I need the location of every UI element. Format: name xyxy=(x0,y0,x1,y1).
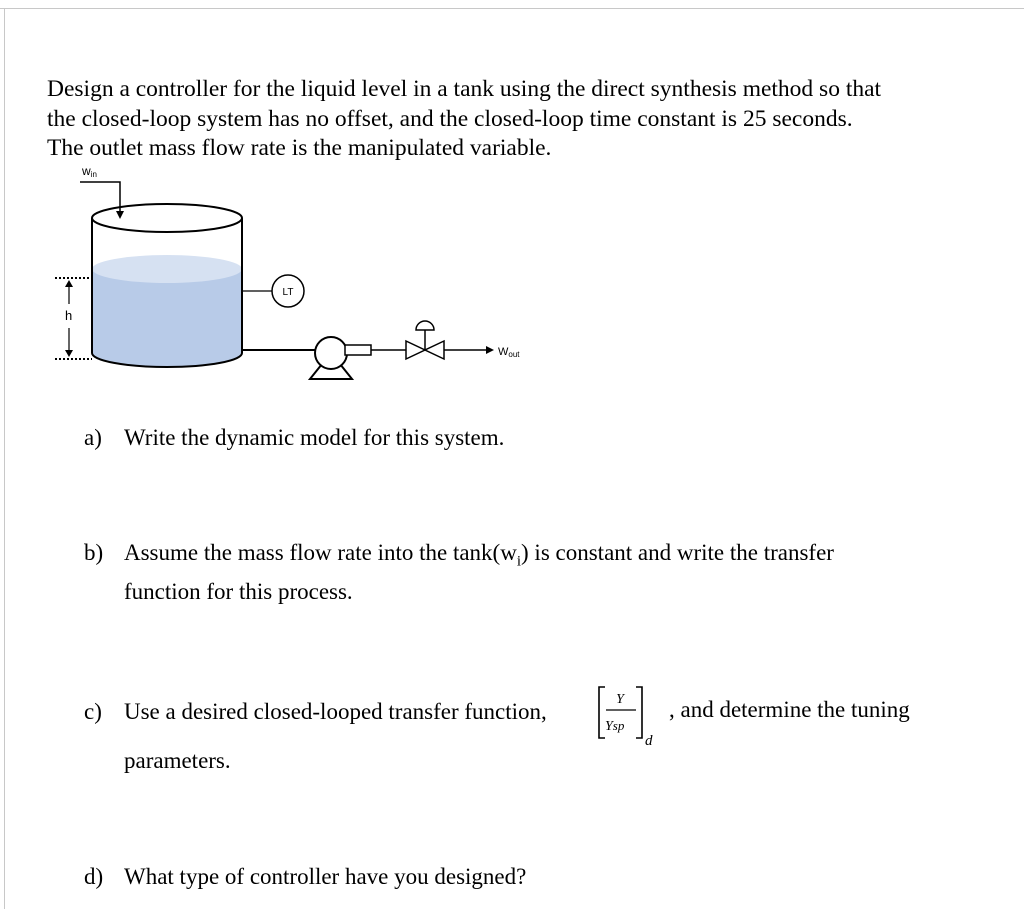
question-d-text: What type of controller have you designed? xyxy=(124,864,527,889)
question-b-line-2: function for this process. xyxy=(124,578,353,604)
level-transmitter-label: LT xyxy=(282,287,294,298)
height-arrowhead-up-icon xyxy=(65,280,73,287)
height-label: h xyxy=(65,308,73,323)
intro-line-1: Design a controller for the liquid level in a tank using the direct synthesis method so that xyxy=(47,76,882,102)
outlet-arrowhead-icon xyxy=(486,346,494,354)
pump-discharge xyxy=(345,345,371,355)
intro-line-2: the closed-loop system has no offset, and the closed-loop time constant is 25 seconds. xyxy=(47,105,853,132)
valve-left-wedge xyxy=(406,341,425,359)
pump-icon xyxy=(315,337,347,369)
question-b-line-1: Assume the mass flow rate into the $\tan k(w_i)$ is constant and write the transfer xyxy=(124,540,834,570)
question-d xyxy=(84,862,526,891)
liquid-surface xyxy=(92,255,242,283)
question-c-label: c) xyxy=(84,699,102,724)
question-a-text: Write the dynamic model for this system. xyxy=(124,425,505,450)
closed-loop-transfer-function xyxy=(596,685,668,747)
intro-line-3: The outlet mass flow rate is the manipulated variable. xyxy=(47,135,552,161)
question-c-line-1-end: , and determine the tuning xyxy=(669,697,910,722)
tank-liquid xyxy=(92,269,242,367)
inlet-flow-label: win xyxy=(82,164,97,179)
problem-statement xyxy=(47,75,977,164)
page-left-border xyxy=(4,8,5,909)
question-d-label: d) xyxy=(84,864,104,889)
height-arrowhead-down-icon xyxy=(65,350,73,357)
valve-actuator-icon xyxy=(416,321,434,330)
question-c xyxy=(84,697,547,726)
page-top-border xyxy=(0,8,1024,9)
question-b xyxy=(84,538,834,606)
question-a xyxy=(84,423,504,452)
tank-top-rim xyxy=(92,204,242,232)
desired-subscript: d xyxy=(645,733,653,747)
question-c-line-2: parameters. xyxy=(124,748,231,773)
fraction-numerator: Y xyxy=(616,692,624,707)
tank-process-diagram xyxy=(40,158,540,383)
valve-right-wedge xyxy=(425,341,444,359)
question-a-label: a) xyxy=(84,425,102,450)
question-c-continued xyxy=(84,746,231,775)
inlet-arrowhead-icon xyxy=(116,211,124,219)
outlet-flow-label: Wout xyxy=(498,346,520,359)
question-b-label: b) xyxy=(84,540,104,565)
fraction-denominator: Ysp xyxy=(605,718,625,734)
question-c-line-1: Use a desired closed-looped transfer function, xyxy=(124,699,547,724)
right-bracket xyxy=(636,687,642,738)
